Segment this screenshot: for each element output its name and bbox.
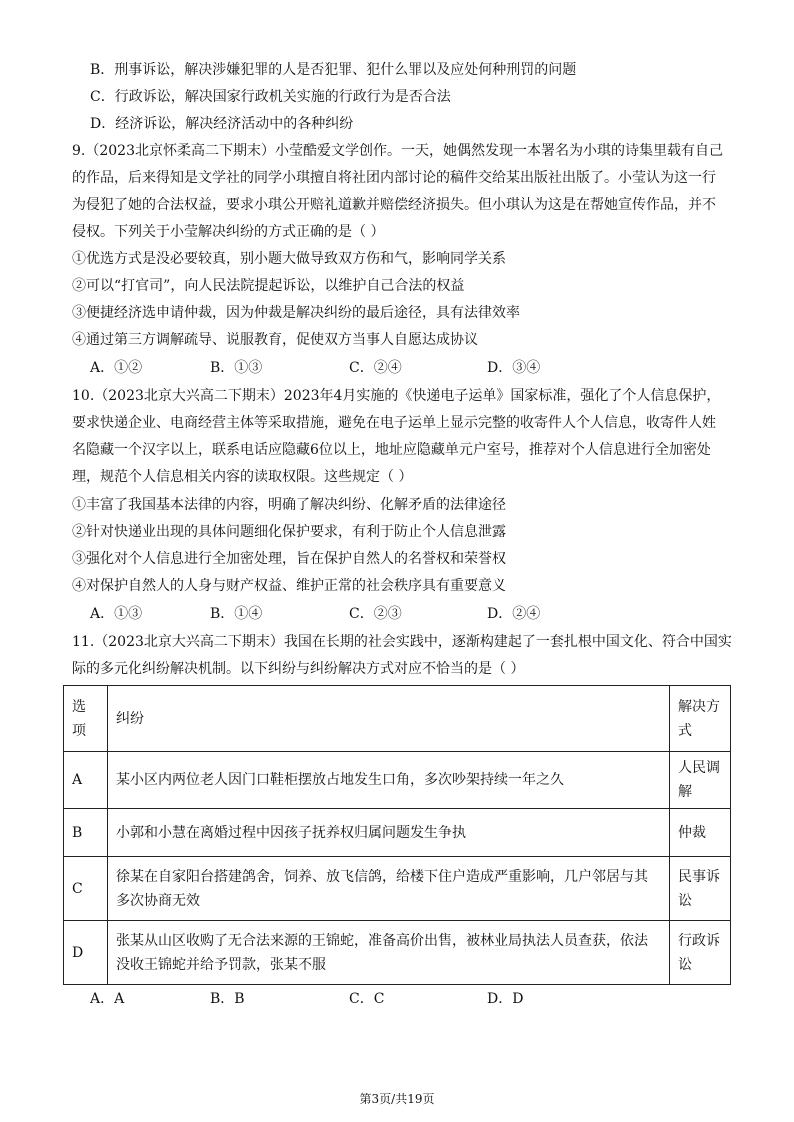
q9-option-a[interactable]: A．①② bbox=[90, 360, 143, 376]
q11-stem-line: 际的多元化纠纷解决机制。以下纠纷与纠纷解决方式对应不恰当的是（ ） bbox=[72, 661, 525, 677]
table-header-cell: 选项 bbox=[64, 686, 108, 752]
q10-stem-line: 要求快递企业、电商经营主体等采取措施，避免在电子运单上显示完整的收寄件人个人信息，收寄件人姓 bbox=[72, 415, 716, 431]
table-cell-option: D bbox=[64, 921, 108, 985]
q10-stem-line: 10.（2023北京大兴高二下期末）2023年4月实施的《快递电子运单》国家标准，强化了个人信息保护， bbox=[72, 388, 721, 404]
table-cell-option: C bbox=[64, 857, 108, 921]
q10-item-4: ④对保护自然人的人身与财产权益、维护正常的社会秩序具有重要意义 bbox=[72, 578, 506, 594]
table-cell-option: B bbox=[64, 809, 108, 857]
q8-option-c: C．行政诉讼，解决国家行政机关实施的行政行为是否合法 bbox=[90, 89, 451, 105]
q9-item-4: ④通过第三方调解疏导、说服教育，促使双方当事人自愿达成协议 bbox=[72, 332, 478, 348]
q9-option-d[interactable]: D．③④ bbox=[487, 360, 541, 376]
q10-option-d[interactable]: D．②④ bbox=[487, 606, 541, 622]
q11-option-b[interactable]: B．B bbox=[210, 991, 245, 1007]
table-row bbox=[64, 857, 731, 921]
q9-stem-line: 侵权。下列关于小莹解决纠纷的方式正确的是（ ） bbox=[72, 224, 385, 240]
q10-options bbox=[90, 604, 650, 624]
q11-option-c[interactable]: C．C bbox=[349, 991, 385, 1007]
table-row bbox=[64, 809, 731, 857]
q11-stem-line: 11.（2023北京大兴高二下期末）我国在长期的社会实践中，逐渐构建起了一套扎根中国文化、符合中国实 bbox=[72, 634, 732, 650]
q11-options bbox=[90, 989, 650, 1009]
q10-stem-line: 名隐藏一个汉字以上，联系电话应隐藏6位以上，地址应隐藏单元户室号，推荐对个人信息进行全加密处 bbox=[72, 442, 711, 458]
table-cell-method: 人民调解 bbox=[670, 752, 731, 809]
table-row bbox=[64, 921, 731, 985]
q10-item-2: ②针对快递业出现的具体问题细化保护要求，有利于防止个人信息泄露 bbox=[72, 524, 506, 540]
q10-item-1: ①丰富了我国基本法律的内容，明确了解决纠纷、化解矛盾的法律途径 bbox=[72, 497, 506, 513]
q9-option-c[interactable]: C．②④ bbox=[349, 360, 402, 376]
q9-stem-line: 的作品，后来得知是文学社的同学小琪擅自将社团内部讨论的稿件交给某出版社出版了。小莹认为这一行 bbox=[72, 170, 716, 186]
q8-option-d: D．经济诉讼，解决经济活动中的各种纠纷 bbox=[90, 116, 354, 132]
table-cell-option: A bbox=[64, 752, 108, 809]
table-cell-dispute: 某小区内两位老人因门口鞋柜摆放占地发生口角，多次吵架持续一年之久 bbox=[108, 752, 670, 809]
q8-option-b: B．刑事诉讼，解决涉嫌犯罪的人是否犯罪、犯什么罪以及应处何种刑罚的问题 bbox=[90, 62, 577, 78]
table-cell-method: 仲裁 bbox=[670, 809, 731, 857]
table-cell-dispute: 张某从山区收购了无合法来源的王锦蛇，准备高价出售，被林业局执法人员查获，依法没收王锦蛇并给予罚款，张某不服 bbox=[108, 921, 670, 985]
q9-options bbox=[90, 358, 650, 378]
q9-option-b[interactable]: B．①③ bbox=[210, 360, 263, 376]
q11-table bbox=[63, 685, 731, 985]
table-row bbox=[64, 752, 731, 809]
q10-item-3: ③强化对个人信息进行全加密处理，旨在保护自然人的名誉权和荣誉权 bbox=[72, 551, 506, 567]
table-cell-method: 民事诉讼 bbox=[670, 857, 731, 921]
q9-stem-line: 为侵犯了她的合法权益，要求小琪公开赔礼道歉并赔偿经济损失。但小琪认为这是在帮她宣传作品，并不 bbox=[72, 197, 716, 213]
q10-stem-line: 理，规范个人信息相关内容的读取权限。这些规定（ ） bbox=[72, 469, 413, 485]
table-header-cell: 解决方式 bbox=[670, 686, 731, 752]
q10-option-b[interactable]: B．①④ bbox=[210, 606, 263, 622]
q9-item-2: ②可以“打官司”，向人民法院提起诉讼，以维护自己合法的权益 bbox=[72, 278, 465, 294]
page-number-footer: 第3页/共19页 bbox=[359, 1092, 435, 1106]
table-cell-method: 行政诉讼 bbox=[670, 921, 731, 985]
q10-option-c[interactable]: C．②③ bbox=[349, 606, 402, 622]
q9-item-3: ③便捷经济选申请仲裁，因为仲裁是解决纠纷的最后途径，具有法律效率 bbox=[72, 305, 520, 321]
table-cell-dispute: 小郭和小慧在离婚过程中因孩子抚养权归属问题发生争执 bbox=[108, 809, 670, 857]
table-header-cell: 纠纷 bbox=[108, 686, 670, 752]
q9-stem-line: 9.（2023北京怀柔高二下期末）小莹酷爱文学创作。一天，她偶然发现一本署名为小琪的诗集里载有自己 bbox=[72, 143, 723, 159]
q10-option-a[interactable]: A．①③ bbox=[90, 606, 143, 622]
q11-option-a[interactable]: A．A bbox=[90, 991, 125, 1007]
q9-item-1: ①优选方式是没必要较真，别小题大做导致双方伤和气，影响同学关系 bbox=[72, 251, 506, 267]
q11-option-d[interactable]: D．D bbox=[487, 991, 524, 1007]
table-header-row bbox=[64, 686, 731, 752]
table-cell-dispute: 徐某在自家阳台搭建鸽舍，饲养、放飞信鸽，给楼下住户造成严重影响，几户邻居与其多次协商无效 bbox=[108, 857, 670, 921]
